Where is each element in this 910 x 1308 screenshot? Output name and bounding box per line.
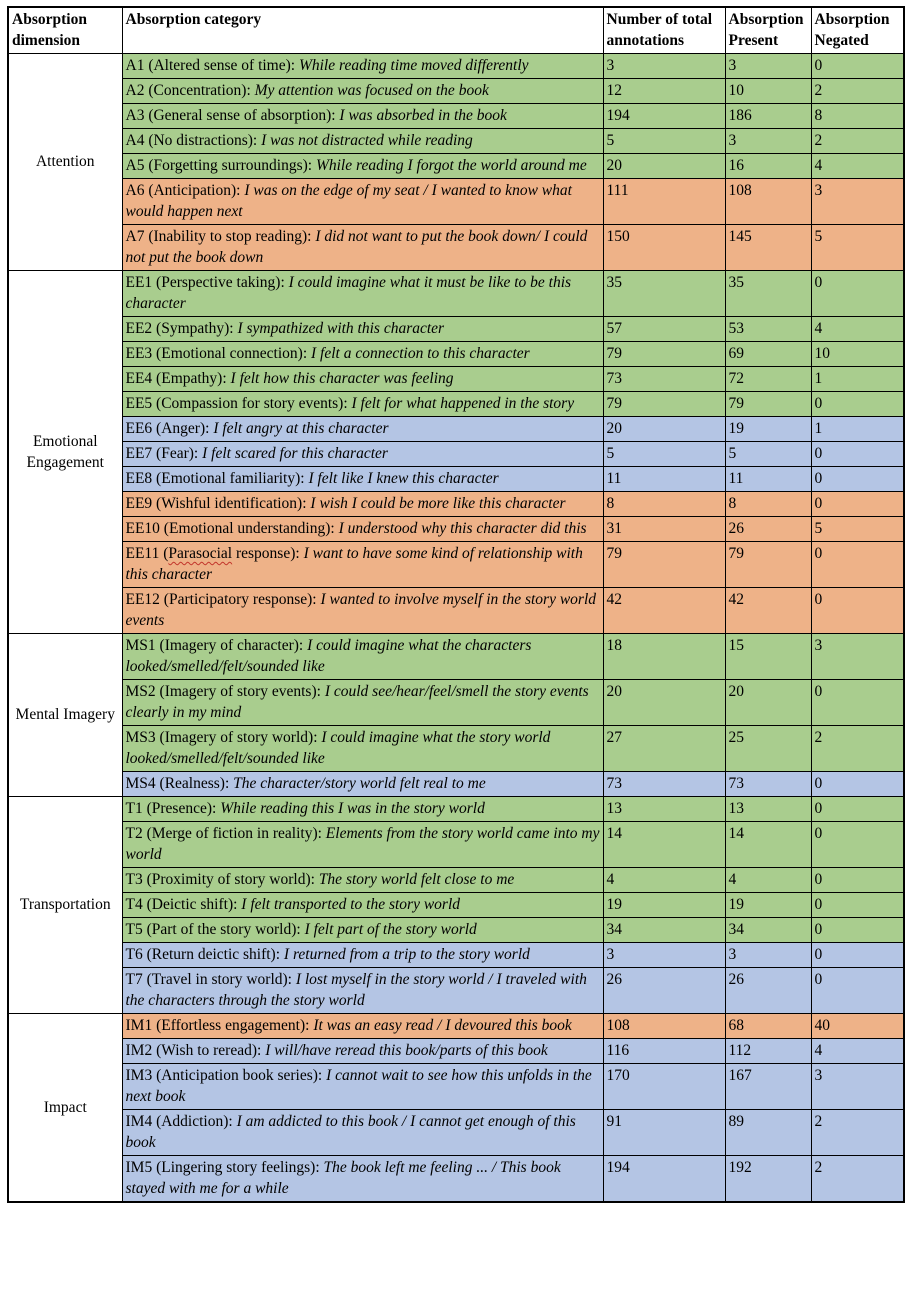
category-code: EE10 (Emotional understanding): <box>125 520 335 537</box>
category-quote: I cannot wait to see how this unfolds in the next book <box>125 1067 592 1105</box>
category-cell <box>122 367 603 392</box>
category-quote: I was absorbed in the book <box>339 107 507 124</box>
category-cell <box>122 680 603 726</box>
misspelled-word: Parasocial <box>168 545 233 562</box>
absorption-present-cell: 26 <box>725 517 811 542</box>
table-row <box>8 1110 904 1156</box>
absorption-negated-cell: 4 <box>811 1039 904 1064</box>
category-code: IM2 (Wish to reread): <box>125 1042 262 1059</box>
category-cell <box>122 726 603 772</box>
table-row <box>8 392 904 417</box>
absorption-negated-cell: 1 <box>811 417 904 442</box>
table-row <box>8 492 904 517</box>
category-code: EE2 (Sympathy): <box>125 320 234 337</box>
table-row <box>8 154 904 179</box>
absorption-present-cell: 112 <box>725 1039 811 1064</box>
absorption-present-cell: 68 <box>725 1014 811 1039</box>
total-annotations-cell: 5 <box>603 442 725 467</box>
category-cell <box>122 1014 603 1039</box>
total-annotations-cell: 11 <box>603 467 725 492</box>
table-row <box>8 517 904 542</box>
total-annotations-cell: 73 <box>603 772 725 797</box>
total-annotations-cell: 3 <box>603 54 725 79</box>
category-cell <box>122 542 603 588</box>
category-code: T3 (Proximity of story world): <box>125 871 315 888</box>
category-quote: I felt angry at this character <box>213 420 389 437</box>
category-cell <box>122 634 603 680</box>
total-annotations-cell: 108 <box>603 1014 725 1039</box>
category-quote: I felt transported to the story world <box>241 896 460 913</box>
category-quote: I understood why this character did this <box>338 520 587 537</box>
table-row <box>8 822 904 868</box>
table-row <box>8 893 904 918</box>
header-absorption-category: Absorption category <box>122 7 603 54</box>
category-quote: I could imagine what the characters looked/smelled/felt/sounded like <box>125 637 532 675</box>
total-annotations-cell: 20 <box>603 417 725 442</box>
absorption-present-cell: 167 <box>725 1064 811 1110</box>
category-cell <box>122 517 603 542</box>
category-code: EE8 (Emotional familiarity): <box>125 470 305 487</box>
total-annotations-cell: 73 <box>603 367 725 392</box>
absorption-negated-cell: 3 <box>811 634 904 680</box>
absorption-negated-cell: 2 <box>811 726 904 772</box>
absorption-negated-cell: 10 <box>811 342 904 367</box>
absorption-negated-cell: 5 <box>811 517 904 542</box>
table-row <box>8 442 904 467</box>
category-quote: My attention was focused on the book <box>254 82 489 99</box>
category-code: MS1 (Imagery of character): <box>125 637 304 654</box>
absorption-present-cell: 13 <box>725 797 811 822</box>
category-cell <box>122 797 603 822</box>
category-code: T7 (Travel in story world): <box>125 971 292 988</box>
category-cell <box>122 104 603 129</box>
category-code: T4 (Deictic shift): <box>125 896 238 913</box>
total-annotations-cell: 79 <box>603 392 725 417</box>
total-annotations-cell: 170 <box>603 1064 725 1110</box>
absorption-present-cell: 34 <box>725 918 811 943</box>
table-body <box>8 54 904 1203</box>
absorption-negated-cell: 0 <box>811 54 904 79</box>
total-annotations-cell: 116 <box>603 1039 725 1064</box>
table-row <box>8 943 904 968</box>
absorption-categories-table <box>7 6 905 1203</box>
total-annotations-cell: 34 <box>603 918 725 943</box>
table-row <box>8 54 904 79</box>
absorption-negated-cell: 2 <box>811 1156 904 1203</box>
table-row <box>8 417 904 442</box>
category-quote: I felt like I knew this character <box>308 470 499 487</box>
absorption-present-cell: 72 <box>725 367 811 392</box>
dimension-cell: Attention <box>8 54 122 271</box>
category-cell <box>122 943 603 968</box>
dimension-cell: Mental Imagery <box>8 634 122 797</box>
total-annotations-cell: 31 <box>603 517 725 542</box>
category-cell <box>122 822 603 868</box>
total-annotations-cell: 27 <box>603 726 725 772</box>
table-row <box>8 542 904 588</box>
absorption-negated-cell: 0 <box>811 968 904 1014</box>
category-quote: I wanted to involve myself in the story world events <box>125 591 596 629</box>
category-cell <box>122 179 603 225</box>
absorption-negated-cell: 3 <box>811 179 904 225</box>
category-quote: I wish I could be more like this character <box>310 495 566 512</box>
absorption-negated-cell: 0 <box>811 467 904 492</box>
category-quote: I felt scared for this character <box>202 445 388 462</box>
absorption-present-cell: 89 <box>725 1110 811 1156</box>
absorption-present-cell: 69 <box>725 342 811 367</box>
category-cell <box>122 129 603 154</box>
total-annotations-cell: 14 <box>603 822 725 868</box>
absorption-present-cell: 14 <box>725 822 811 868</box>
category-quote: I want to have some kind of relationship with this character <box>125 545 583 583</box>
category-code: EE5 (Compassion for story events): <box>125 395 348 412</box>
absorption-present-cell: 15 <box>725 634 811 680</box>
category-quote: I could see/hear/feel/smell the story events clearly in my mind <box>125 683 589 721</box>
absorption-negated-cell: 2 <box>811 79 904 104</box>
table-row <box>8 317 904 342</box>
total-annotations-cell: 111 <box>603 179 725 225</box>
absorption-present-cell: 79 <box>725 542 811 588</box>
table-row <box>8 868 904 893</box>
category-cell <box>122 1064 603 1110</box>
total-annotations-cell: 18 <box>603 634 725 680</box>
category-cell <box>122 1110 603 1156</box>
absorption-present-cell: 145 <box>725 225 811 271</box>
category-code: A5 (Forgetting surroundings): <box>125 157 313 174</box>
table-row <box>8 634 904 680</box>
total-annotations-cell: 3 <box>603 943 725 968</box>
total-annotations-cell: 13 <box>603 797 725 822</box>
absorption-present-cell: 186 <box>725 104 811 129</box>
absorption-present-cell: 16 <box>725 154 811 179</box>
total-annotations-cell: 91 <box>603 1110 725 1156</box>
dimension-cell: Impact <box>8 1014 122 1203</box>
category-cell <box>122 1039 603 1064</box>
category-code: A6 (Anticipation): <box>125 182 241 199</box>
total-annotations-cell: 79 <box>603 342 725 367</box>
category-cell <box>122 467 603 492</box>
table-row <box>8 726 904 772</box>
absorption-negated-cell: 0 <box>811 492 904 517</box>
table-row <box>8 79 904 104</box>
absorption-present-cell: 42 <box>725 588 811 634</box>
category-quote: I am addicted to this book / I cannot get enough of this book <box>125 1113 576 1151</box>
absorption-present-cell: 25 <box>725 726 811 772</box>
category-quote: I was not distracted while reading <box>261 132 473 149</box>
dimension-cell: Emotional Engagement <box>8 271 122 634</box>
category-code: EE6 (Anger): <box>125 420 210 437</box>
category-cell <box>122 54 603 79</box>
category-code: EE7 (Fear): <box>125 445 199 462</box>
table-row <box>8 772 904 797</box>
absorption-negated-cell: 0 <box>811 868 904 893</box>
absorption-negated-cell: 0 <box>811 680 904 726</box>
category-code: T6 (Return deictic shift): <box>125 946 281 963</box>
absorption-present-cell: 4 <box>725 868 811 893</box>
absorption-present-cell: 79 <box>725 392 811 417</box>
category-cell <box>122 225 603 271</box>
absorption-present-cell: 11 <box>725 467 811 492</box>
table-row <box>8 797 904 822</box>
absorption-negated-cell: 0 <box>811 797 904 822</box>
absorption-present-cell: 108 <box>725 179 811 225</box>
table-row <box>8 1064 904 1110</box>
header-row <box>8 7 904 54</box>
absorption-negated-cell: 2 <box>811 129 904 154</box>
category-cell <box>122 492 603 517</box>
category-code: MS3 (Imagery of story world): <box>125 729 318 746</box>
category-quote: I was on the edge of my seat / I wanted to know what would happen next <box>125 182 572 220</box>
absorption-negated-cell: 3 <box>811 1064 904 1110</box>
absorption-negated-cell: 4 <box>811 154 904 179</box>
total-annotations-cell: 79 <box>603 542 725 588</box>
category-cell <box>122 417 603 442</box>
absorption-negated-cell: 8 <box>811 104 904 129</box>
table-row <box>8 1156 904 1203</box>
category-code: MS2 (Imagery of story events): <box>125 683 321 700</box>
absorption-present-cell: 3 <box>725 129 811 154</box>
absorption-present-cell: 3 <box>725 54 811 79</box>
total-annotations-cell: 20 <box>603 154 725 179</box>
dimension-cell: Transportation <box>8 797 122 1014</box>
table-row <box>8 271 904 317</box>
absorption-present-cell: 73 <box>725 772 811 797</box>
category-quote: While reading I forgot the world around me <box>315 157 587 174</box>
absorption-negated-cell: 5 <box>811 225 904 271</box>
category-quote: I felt part of the story world <box>304 921 477 938</box>
category-quote: While reading time moved differently <box>298 57 529 74</box>
header-absorption-present: Absorption Present <box>725 7 811 54</box>
category-quote: I sympathized with this character <box>237 320 445 337</box>
category-cell <box>122 442 603 467</box>
absorption-negated-cell: 0 <box>811 772 904 797</box>
category-quote: I felt for what happened in the story <box>351 395 575 412</box>
absorption-negated-cell: 0 <box>811 822 904 868</box>
total-annotations-cell: 35 <box>603 271 725 317</box>
category-code: T5 (Part of the story world): <box>125 921 301 938</box>
header-absorption-negated: Absorption Negated <box>811 7 904 54</box>
absorption-present-cell: 26 <box>725 968 811 1014</box>
table-row <box>8 588 904 634</box>
table-row <box>8 129 904 154</box>
category-quote: I lost myself in the story world / I traveled with the characters through the story world <box>125 971 587 1009</box>
table-row <box>8 367 904 392</box>
category-quote: I could imagine what it must be like to be this character <box>125 274 572 312</box>
category-code: EE1 (Perspective taking): <box>125 274 285 291</box>
table-row <box>8 225 904 271</box>
absorption-present-cell: 3 <box>725 943 811 968</box>
table-row <box>8 680 904 726</box>
category-cell <box>122 772 603 797</box>
category-code: EE9 (Wishful identification): <box>125 495 307 512</box>
category-cell <box>122 1156 603 1203</box>
absorption-present-cell: 5 <box>725 442 811 467</box>
absorption-present-cell: 19 <box>725 417 811 442</box>
table-row <box>8 179 904 225</box>
category-quote: I did not want to put the book down/ I could not put the book down <box>125 228 588 266</box>
total-annotations-cell: 20 <box>603 680 725 726</box>
category-code: A1 (Altered sense of time): <box>125 57 296 74</box>
total-annotations-cell: 19 <box>603 893 725 918</box>
absorption-negated-cell: 0 <box>811 542 904 588</box>
category-cell <box>122 968 603 1014</box>
absorption-negated-cell: 0 <box>811 271 904 317</box>
category-code: A7 (Inability to stop reading): <box>125 228 312 245</box>
total-annotations-cell: 57 <box>603 317 725 342</box>
header-absorption-dimension: Absorption dimension <box>8 7 122 54</box>
absorption-present-cell: 10 <box>725 79 811 104</box>
category-quote: I will/have reread this book/parts of this book <box>265 1042 548 1059</box>
category-cell <box>122 588 603 634</box>
category-code: T1 (Presence): <box>125 800 217 817</box>
category-code: MS4 (Realness): <box>125 775 230 792</box>
category-code: A3 (General sense of absorption): <box>125 107 336 124</box>
table-row <box>8 342 904 367</box>
category-quote: Elements from the story world came into my world <box>125 825 600 863</box>
category-quote: The book left me feeling ... / This book stayed with me for a while <box>125 1159 561 1197</box>
absorption-negated-cell: 1 <box>811 367 904 392</box>
total-annotations-cell: 194 <box>603 1156 725 1203</box>
category-quote: I returned from a trip to the story world <box>283 946 530 963</box>
absorption-negated-cell: 4 <box>811 317 904 342</box>
category-code: A4 (No distractions): <box>125 132 258 149</box>
table-row <box>8 1039 904 1064</box>
absorption-present-cell: 19 <box>725 893 811 918</box>
table-row <box>8 918 904 943</box>
category-code: EE12 (Participatory response): <box>125 591 317 608</box>
total-annotations-cell: 26 <box>603 968 725 1014</box>
total-annotations-cell: 5 <box>603 129 725 154</box>
absorption-present-cell: 20 <box>725 680 811 726</box>
table-row <box>8 104 904 129</box>
category-cell <box>122 918 603 943</box>
category-code: IM4 (Addiction): <box>125 1113 233 1130</box>
category-cell <box>122 79 603 104</box>
category-quote: I could imagine what the story world looked/smelled/felt/sounded like <box>125 729 551 767</box>
category-code: IM5 (Lingering story feelings): <box>125 1159 320 1176</box>
total-annotations-cell: 150 <box>603 225 725 271</box>
category-quote: The character/story world felt real to me <box>233 775 486 792</box>
table-row <box>8 1014 904 1039</box>
category-code: T2 (Merge of fiction in reality): <box>125 825 322 842</box>
absorption-present-cell: 8 <box>725 492 811 517</box>
absorption-negated-cell: 2 <box>811 1110 904 1156</box>
category-cell <box>122 893 603 918</box>
absorption-present-cell: 53 <box>725 317 811 342</box>
absorption-negated-cell: 0 <box>811 392 904 417</box>
absorption-negated-cell: 0 <box>811 442 904 467</box>
category-code: EE4 (Empathy): <box>125 370 227 387</box>
absorption-negated-cell: 0 <box>811 918 904 943</box>
category-code: IM3 (Anticipation book series): <box>125 1067 323 1084</box>
table-row <box>8 467 904 492</box>
absorption-negated-cell: 40 <box>811 1014 904 1039</box>
category-cell <box>122 342 603 367</box>
absorption-present-cell: 35 <box>725 271 811 317</box>
category-cell <box>122 271 603 317</box>
category-cell <box>122 392 603 417</box>
header-total-annotations: Number of total annotations <box>603 7 725 54</box>
total-annotations-cell: 12 <box>603 79 725 104</box>
category-code: EE3 (Emotional connection): <box>125 345 308 362</box>
category-quote: I felt how this character was feeling <box>230 370 454 387</box>
category-code: A2 (Concentration): <box>125 82 251 99</box>
category-quote: The story world felt close to me <box>318 871 515 888</box>
category-quote: While reading this I was in the story world <box>220 800 485 817</box>
category-quote: It was an easy read / I devoured this book <box>313 1017 572 1034</box>
total-annotations-cell: 4 <box>603 868 725 893</box>
table-row <box>8 968 904 1014</box>
category-code: IM1 (Effortless engagement): <box>125 1017 310 1034</box>
absorption-negated-cell: 0 <box>811 588 904 634</box>
category-code: EE11 (Parasocial response): <box>125 545 300 562</box>
category-cell <box>122 154 603 179</box>
total-annotations-cell: 8 <box>603 492 725 517</box>
category-cell <box>122 317 603 342</box>
absorption-negated-cell: 0 <box>811 943 904 968</box>
absorption-negated-cell: 0 <box>811 893 904 918</box>
total-annotations-cell: 194 <box>603 104 725 129</box>
absorption-present-cell: 192 <box>725 1156 811 1203</box>
category-cell <box>122 868 603 893</box>
total-annotations-cell: 42 <box>603 588 725 634</box>
category-quote: I felt a connection to this character <box>311 345 530 362</box>
